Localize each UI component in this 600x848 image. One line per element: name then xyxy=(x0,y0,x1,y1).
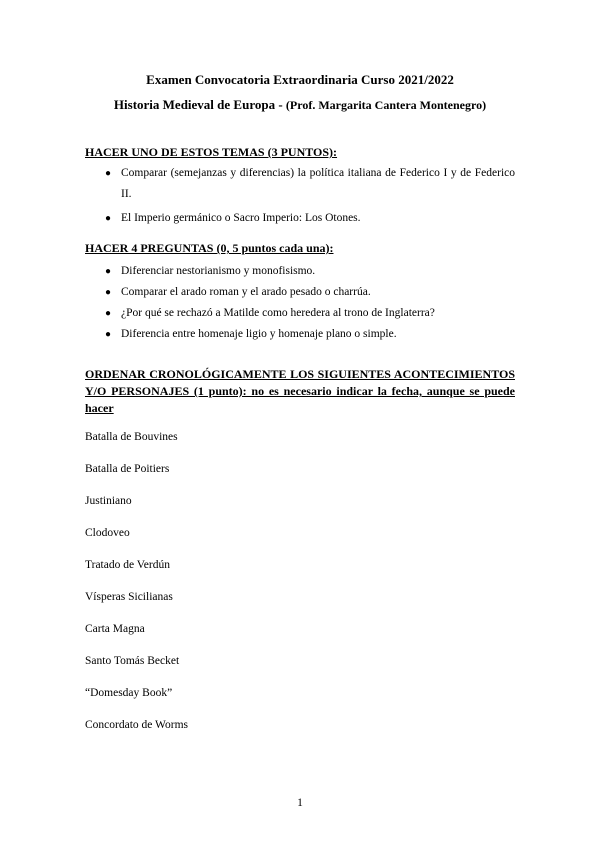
list-item: ● Diferenciar nestorianismo y monofisismo. xyxy=(85,261,515,282)
preguntas-list xyxy=(85,261,515,345)
course-title xyxy=(0,97,600,113)
ordenar-heading: ORDENAR CRONOLÓGICAMENTE LOS SIGUIENTES ACONTECIMIENTOS Y/O PERSONAJES (1 punto): no es necesario indicar la fecha, aunque se puede hacer xyxy=(85,367,515,415)
list-item: ● Comparar (semejanzas y diferencias) la política italiana de Federico I y de Federico II. xyxy=(85,163,515,205)
list-item: Clodoveo xyxy=(85,527,130,539)
temas-heading: HACER UNO DE ESTOS TEMAS (3 PUNTOS): xyxy=(85,145,338,159)
list-item: Concordato de Worms xyxy=(85,719,188,731)
list-item: Justiniano xyxy=(85,495,132,507)
list-item: ● Diferencia entre homenaje ligio y homenaje plano o simple. xyxy=(85,324,515,345)
professor-name: (Prof. Margarita Cantera Montenegro) xyxy=(285,98,487,112)
list-item: “Domesday Book” xyxy=(85,687,173,699)
bullet-icon: ● xyxy=(105,266,112,277)
list-item: ● ¿Por qué se rechazó a Matilde como heredera al trono de Inglaterra? xyxy=(85,303,515,324)
list-item: Batalla de Bouvines xyxy=(85,431,178,443)
temas-list xyxy=(85,163,515,229)
list-item: Batalla de Poitiers xyxy=(85,463,170,475)
bullet-icon: ● xyxy=(105,213,112,224)
page-number: 1 xyxy=(297,797,303,809)
list-item: Vísperas Sicilianas xyxy=(85,591,173,603)
list-item: Carta Magna xyxy=(85,623,145,635)
bullet-icon: ● xyxy=(105,308,112,319)
course-name: Historia Medieval de Europa - xyxy=(113,97,286,112)
list-item: ● Comparar el arado roman y el arado pesado o charrúa. xyxy=(85,282,515,303)
list-item: ● El Imperio germánico o Sacro Imperio: Los Otones. xyxy=(85,208,515,229)
preguntas-heading: HACER 4 PREGUNTAS (0, 5 puntos cada una): xyxy=(85,241,334,255)
bullet-icon: ● xyxy=(105,287,112,298)
bullet-icon: ● xyxy=(105,329,112,340)
exam-title-line: Examen Convocatoria Extraordinaria Curso 2021/2022 xyxy=(146,72,454,87)
list-item: Santo Tomás Becket xyxy=(85,655,180,667)
bullet-icon: ● xyxy=(105,168,112,179)
list-item: Tratado de Verdún xyxy=(85,559,170,571)
exam-title xyxy=(0,72,600,88)
